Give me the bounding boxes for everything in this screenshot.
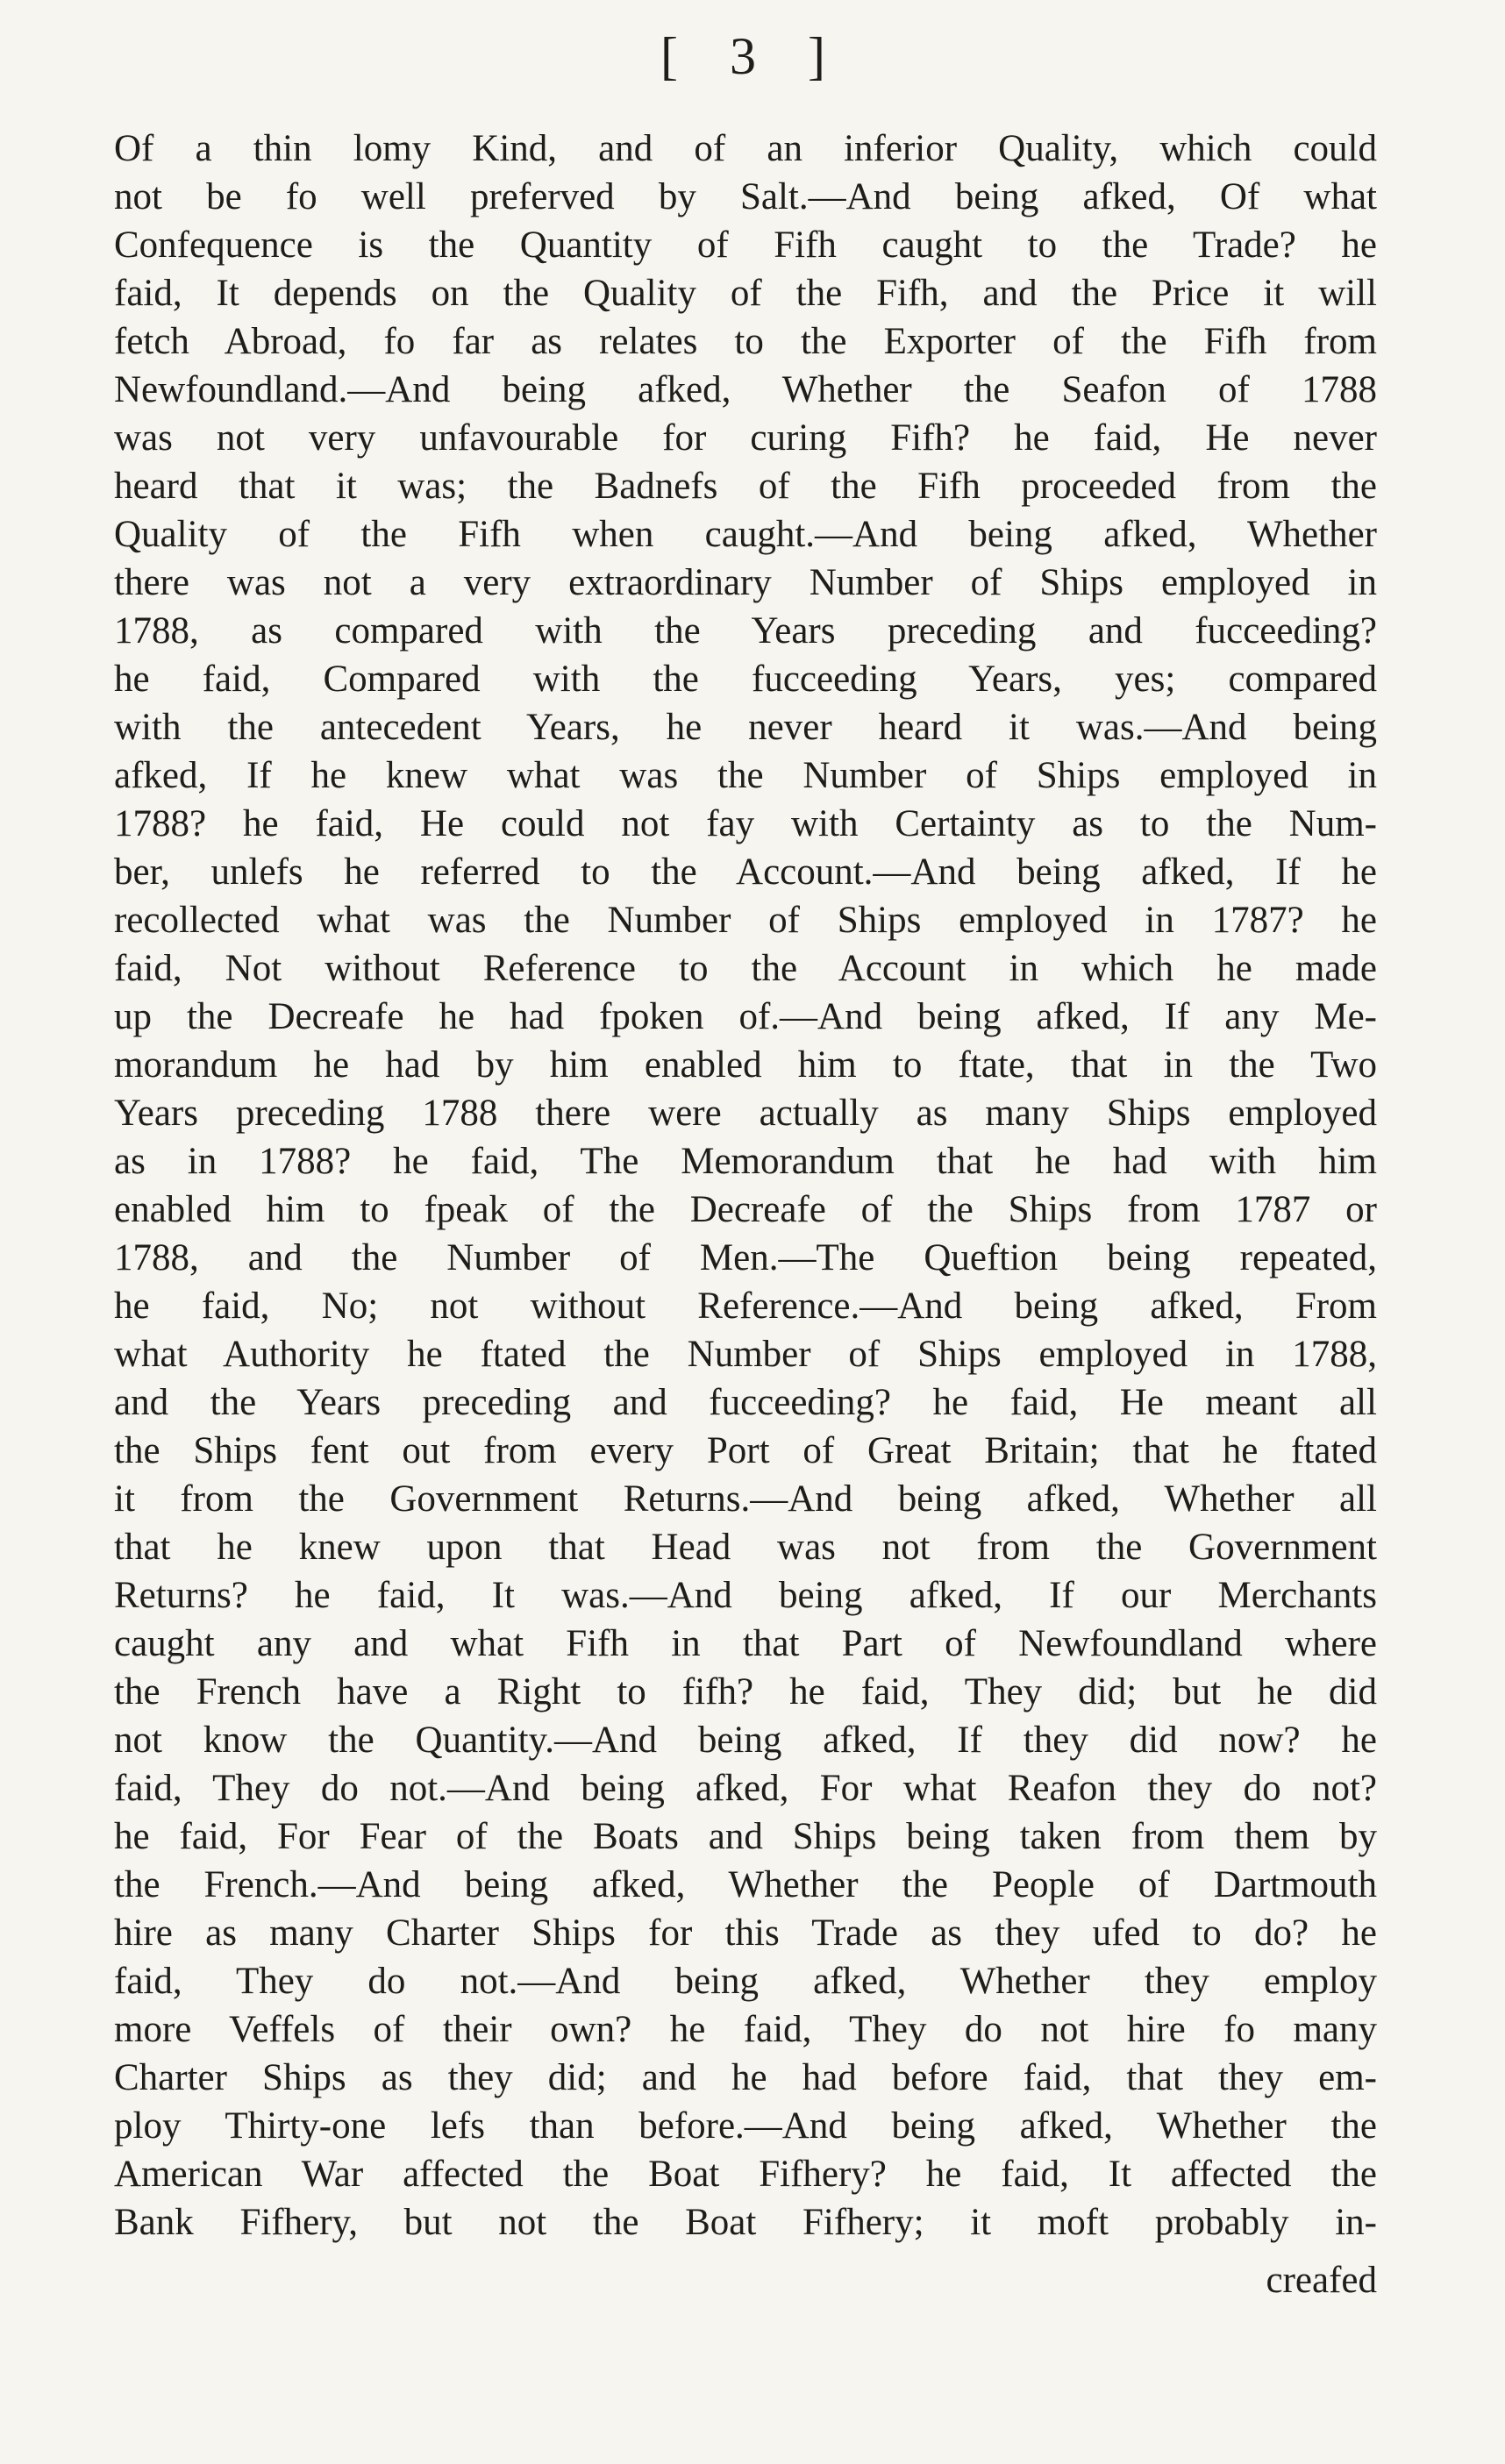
text-line: American War affected the Boat Fifhery? he faid, It affected the <box>114 2154 1377 2195</box>
text-line: Confequence is the Quantity of Fifh caught to the Trade? he <box>114 224 1377 266</box>
text-line: Quality of the Fifh when caught.—And being afked, Whether <box>114 514 1377 555</box>
text-line: he faid, For Fear of the Boats and Ships being taken from them by <box>114 1816 1377 1857</box>
text-line: that he knew upon that Head was not from the Government <box>114 1527 1377 1568</box>
text-line: faid, They do not.—And being afked, For what Reafon they do not? <box>114 1768 1377 1809</box>
text-line: 1788? he faid, He could not fay with Certainty as to the Num- <box>114 803 1377 844</box>
body-text <box>114 125 1377 2247</box>
text-line: not be fo well preferved by Salt.—And being afked, Of what <box>114 176 1377 217</box>
text-line: morandum he had by him enabled him to ftate, that in the Two <box>114 1044 1377 1086</box>
text-line: faid, Not without Reference to the Account in which he made <box>114 948 1377 989</box>
text-line: he faid, Compared with the fucceeding Years, yes; compared <box>114 659 1377 700</box>
text-line: there was not a very extraordinary Number of Ships employed in <box>114 562 1377 603</box>
text-line: Newfoundland.—And being afked, Whether the Seafon of 1788 <box>114 369 1377 410</box>
text-line: afked, If he knew what was the Number of Ships employed in <box>114 755 1377 796</box>
text-line: faid, It depends on the Quality of the Fifh, and the Price it will <box>114 273 1377 314</box>
text-line: fetch Abroad, fo far as relates to the Exporter of the Fifh from <box>114 321 1377 362</box>
text-line: Years preceding 1788 there were actually as many Ships employed <box>114 1093 1377 1134</box>
text-line: 1788, as compared with the Years preceding and fucceeding? <box>114 610 1377 652</box>
text-line: faid, They do not.—And being afked, Whether they employ <box>114 1961 1377 2002</box>
text-line: hire as many Charter Ships for this Trade as they ufed to do? he <box>114 1912 1377 1954</box>
text-line: the Ships fent out from every Port of Great Britain; that he ftated <box>114 1430 1377 1471</box>
text-line: Charter Ships as they did; and he had before faid, that they em- <box>114 2057 1377 2098</box>
text-line: more Veffels of their own? he faid, They do not hire fo many <box>114 2009 1377 2050</box>
text-line: as in 1788? he faid, The Memorandum that he had with him <box>114 1141 1377 1182</box>
text-line: what Authority he ftated the Number of Ships employed in 1788, <box>114 1334 1377 1375</box>
page-number: [ 3 ] <box>660 27 845 85</box>
text-line: 1788, and the Number of Men.—The Queftion being repeated, <box>114 1237 1377 1278</box>
text-line: Returns? he faid, It was.—And being afked, If our Merchants <box>114 1575 1377 1616</box>
text-line: Of a thin lomy Kind, and of an inferior Quality, which could <box>114 128 1377 169</box>
catchword: creafed <box>1266 2260 1377 2301</box>
text-line: not know the Quantity.—And being afked, If they did now? he <box>114 1720 1377 1761</box>
text-line: with the antecedent Years, he never heard it was.—And being <box>114 707 1377 748</box>
text-line: the French have a Right to fifh? he faid, They did; but he did <box>114 1671 1377 1713</box>
text-line: and the Years preceding and fucceeding? he faid, He meant all <box>114 1382 1377 1423</box>
text-line: recollected what was the Number of Ships employed in 1787? he <box>114 900 1377 941</box>
text-line: ber, unlefs he referred to the Account.—And being afked, If he <box>114 851 1377 893</box>
text-line: enabled him to fpeak of the Decreafe of the Ships from 1787 or <box>114 1189 1377 1230</box>
text-line: it from the Government Returns.—And being afked, Whether all <box>114 1478 1377 1520</box>
text-line: was not very unfavourable for curing Fifh? he faid, He never <box>114 417 1377 459</box>
text-line: the French.—And being afked, Whether the People of Dartmouth <box>114 1864 1377 1905</box>
text-line: up the Decreafe he had fpoken of.—And being afked, If any Me- <box>114 996 1377 1037</box>
text-line: caught any and what Fifh in that Part of Newfoundland where <box>114 1623 1377 1664</box>
text-line: heard that it was; the Badnefs of the Fifh proceeded from the <box>114 466 1377 507</box>
text-line: Bank Fifhery, but not the Boat Fifhery; it moft probably in- <box>114 2202 1377 2243</box>
text-line: he faid, No; not without Reference.—And being afked, From <box>114 1285 1377 1327</box>
text-line: ploy Thirty-one lefs than before.—And being afked, Whether the <box>114 2105 1377 2147</box>
